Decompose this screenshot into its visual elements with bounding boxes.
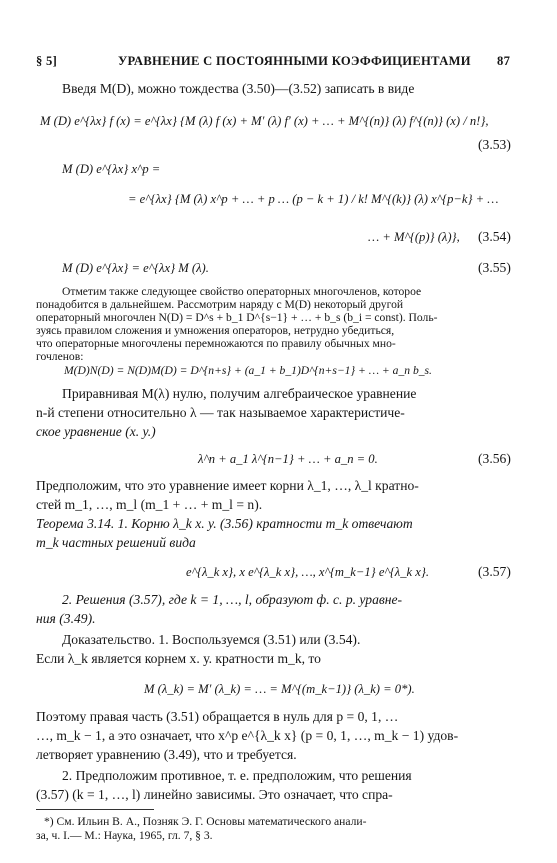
small-paragraph-line: гочленов: — [36, 350, 84, 363]
paragraph-line: 2. Предположим противное, т. е. предположим, что решения — [62, 768, 412, 783]
intro-line: Введя M(D), можно тождества (3.50)—(3.52) записать в виде — [62, 81, 415, 96]
theorem-line: Теорема 3.14. 1. Корню λ_k х. у. (3.56) кратности m_k отвечают — [36, 516, 413, 531]
equation-number-3-53: (3.53) — [478, 137, 511, 152]
paragraph-line: n-й степени относительно λ — так называемое характеристиче- — [36, 405, 405, 420]
equation-3-55: M (D) e^{λx} = e^{λx} M (λ). — [62, 261, 209, 275]
proof-line: Доказательство. 1. Воспользуемся (3.51) или (3.54). — [62, 632, 361, 647]
footnote-line: за, ч. I.— М.: Наука, 1965, гл. 7, § 3. — [36, 829, 213, 842]
equation-number-3-57: (3.57) — [478, 564, 511, 579]
small-equation: M(D)N(D) = N(D)M(D) = D^{n+s} + (a_1 + b_1)D^{n+s−1} + … + a_n b_s. — [64, 364, 432, 377]
header-section: § 5] — [36, 54, 58, 68]
equation-3-56: λ^n + a_1 λ^{n−1} + … + a_n = 0. — [198, 452, 378, 466]
small-paragraph-line: понадобится в дальнейшем. Рассмотрим наряду с M(D) некоторый другой — [36, 298, 404, 311]
theorem-line: m_k частных решений вида — [36, 535, 196, 550]
theorem-line: 2. Решения (3.57), где k = 1, …, l, образуют ф. с. р. уравне- — [62, 592, 403, 607]
paragraph-line: …, m_k − 1, а это означает, что x^p e^{λ_k x} (p = 0, 1, …, m_k − 1) удов- — [36, 728, 459, 743]
paragraph-line: стей m_1, …, m_l (m_1 + … + m_l = n). — [36, 497, 263, 512]
small-paragraph-line: зуясь правилом сложения и умножения операторов, нетрудно убедиться, — [36, 324, 395, 337]
footnote-rule — [36, 809, 154, 810]
small-paragraph-line: Отметим также следующее свойство операторных многочленов, которое — [62, 285, 422, 298]
equation-3-54-main: = e^{λx} {M (λ) x^p + … + p … (p − k + 1) / k! M^{(k)} (λ) x^{p−k} + … — [128, 192, 499, 206]
theorem-line: ния (3.49). — [36, 611, 96, 626]
paragraph-line: летворяет уравнению (3.49), что и требуется. — [36, 747, 297, 762]
paragraph-line: ское уравнение (х. у.) — [36, 424, 156, 439]
paragraph-line: Поэтому правая часть (3.51) обращается в нуль для p = 0, 1, … — [36, 709, 399, 724]
proof-line: Если λ_k является корнем х. у. кратности m_k, то — [36, 651, 321, 666]
equation-3-53: M (D) e^{λx} f (x) = e^{λx} {M (λ) f (x) + M′ (λ) f′ (x) + … + M^{(n)} (λ) f^{(n)} (x) / n!}, — [40, 114, 489, 128]
header-title: УРАВНЕНИЕ С ПОСТОЯННЫМИ КОЭФФИЦИЕНТАМИ — [118, 54, 471, 68]
paragraph-line: Предположим, что это уравнение имеет корни λ_1, …, λ_l кратно- — [36, 478, 419, 493]
small-paragraph-line: что операторные многочлены перемножаются по правилу обычных мно- — [36, 337, 396, 350]
footnote-line: *) См. Ильин В. А., Позняк Э. Г. Основы математического анали- — [44, 815, 367, 828]
equation-3-54-tail: … + M^{(p)} (λ)}, — [368, 230, 460, 244]
paragraph-line: Приравнивая M(λ) нулю, получим алгебраическое уравнение — [62, 386, 417, 401]
equation-number-3-55: (3.55) — [478, 260, 511, 275]
equation-3-57: e^{λ_k x}, x e^{λ_k x}, …, x^{m_k−1} e^{λ_k x}. — [186, 565, 430, 579]
equation-number-3-56: (3.56) — [478, 451, 511, 466]
equation-3-54-lhs: M (D) e^{λx} x^p = — [62, 162, 161, 176]
paragraph-line: (3.57) (k = 1, …, l) линейно зависимы. Это означает, что спра- — [36, 787, 393, 802]
equation-roots: M (λ_k) = M′ (λ_k) = … = M^{(m_k−1)} (λ_k) = 0*). — [144, 682, 415, 696]
header-page-number: 87 — [497, 54, 511, 68]
equation-number-3-54: (3.54) — [478, 229, 511, 244]
small-paragraph-line: операторный многочлен N(D) = D^s + b_1 D^{s−1} + … + b_s (b_i = const). Поль- — [36, 311, 438, 324]
